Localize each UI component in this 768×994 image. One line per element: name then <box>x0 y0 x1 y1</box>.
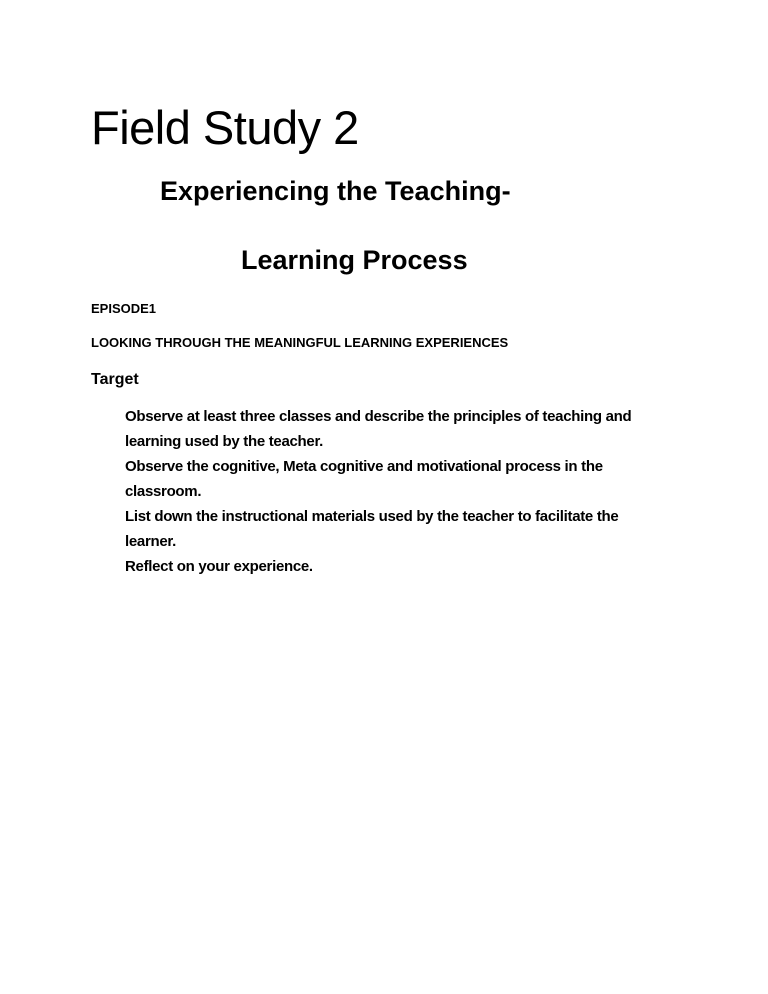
subtitle-line-2: Learning Process <box>241 245 468 275</box>
episode-title: LOOKING THROUGH THE MEANINGFUL LEARNING EXPERIENCES <box>91 335 509 350</box>
document-title: Field Study 2 <box>91 101 359 154</box>
target-list <box>125 404 631 579</box>
episode-label: EPISODE1 <box>91 301 157 316</box>
target-line: Observe the cognitive, Meta cognitive and motivational process in the <box>125 458 603 475</box>
target-line: learning used by the teacher. <box>125 433 324 450</box>
target-line: Observe at least three classes and describe the principles of teaching and <box>125 408 632 425</box>
target-line: classroom. <box>125 483 202 500</box>
target-line: learner. <box>125 533 176 550</box>
target-line: Reflect on your experience. <box>125 558 313 575</box>
subtitle-line-1: Experiencing the Teaching- <box>160 176 511 206</box>
target-heading: Target <box>91 371 139 388</box>
target-line: List down the instructional materials used by the teacher to facilitate the <box>125 508 619 525</box>
